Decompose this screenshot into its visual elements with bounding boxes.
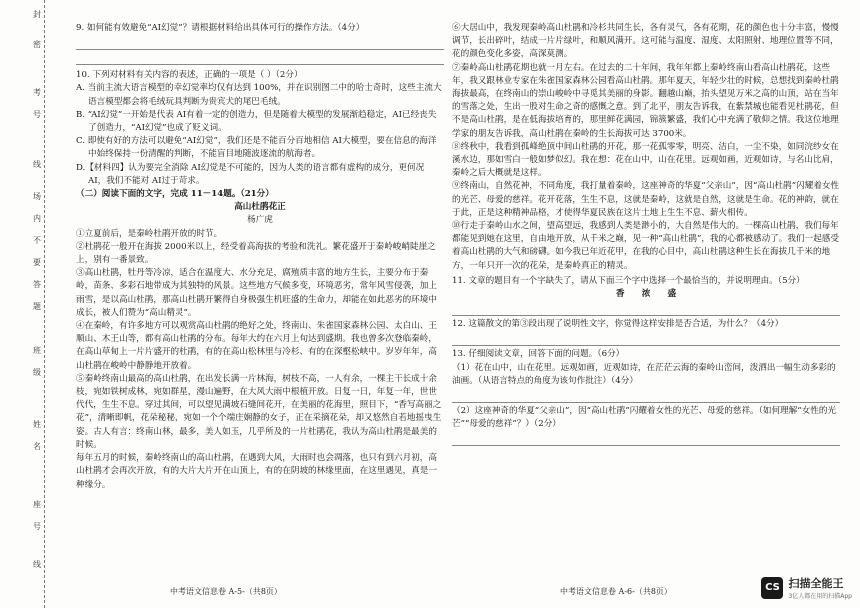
option-c: C. 即使有好的方法可以避免“AI幻觉”，我们还是不能百分百地相信 AI大模型，要在信息的海洋中始终保持一份清醒的判断，不能盲目地随波逐流的航海者。 [76, 136, 437, 160]
scanner-watermark [761, 575, 852, 600]
binding-label: 要 [33, 258, 41, 267]
option-a: A. 当前主流大语言模型的幸幻觉率均仅有达到 100%，并在识别图二中的哈士奇时，这些主流大语言模型都会将毛绒玩具判断为贵宾犬的尾巴毛绒。 [76, 83, 442, 107]
binding-label: 密 [33, 40, 41, 49]
right-page-column [452, 0, 840, 606]
binding-label: 级 [33, 368, 41, 377]
article-paragraph: ⑨终南山，自然花神，不同角度，我打量着秦岭，这座神奇的华夏“父亲山”，因“高山杜鹃”闪耀着女性的光芒、母爱的慈祥。花开花落，生生不息，这就是秦岭，这就是自然，这就是生命。花的神韵，就在于此，正是这种精神品格，才使得华夏民族在这片土地上生生不息、薪火相传。 [452, 181, 840, 218]
article-paragraph: ⑧终秋中，我看到孤峰绝顶中间山杜鹃的开花，那一花孤零零，明亮、洁白，一尘不染，如同浣纱女在溪水边，那如雪白一般如梦似幻。我在想：花在山中，山在花里。远观如画，近观如诗，与名山比肩，秦岭之后大概就是这样。 [452, 141, 839, 179]
article-paragraph: ③高山杜鹃，牡丹等冷凉，适合在温度大、水分充足，腐殖质丰富的地方生长，主要分布于秦岭，苗条、多彩石地带成为其独特的风景。这些地方气候多变，环境恶劣，常年风雪侵袭，加上雨雪，是以高山杜鹃，那高山杜鹃开繁得自身极强生机旺盛的生命力，却能在如此恶劣的环境中成长，被人们赞为“高山精灵”。 [76, 268, 437, 318]
article-paragraph: ④在秦岭，有许多地方可以观赏高山杜鹃的绝好之处，终南山、朱雀国家森林公园、太白山、王顺山、木王山等，都有高山杜鹃的分布。每年大约在六月上旬达到盛期。我也曾多次登临秦岭，在高山草甸上一片片盛开的杜鹃，有的在高山松林里与冷杉、有的在深壑松峡中。岁岁年年，高山杜鹃在峻岭中静静地开放着。 [76, 321, 437, 371]
binding-label: 内 [33, 214, 41, 223]
option-d: D.【材料四】认为要完全消除 AI幻觉是不可能的，因为人类的语言都有虚构的成分，更何况 AI，我们不能对 AI过于苛求。 [76, 162, 425, 186]
binding-dashed-line [44, 0, 45, 608]
binding-label: 线 [33, 160, 41, 169]
option-b: B. “AI幻觉”一开始是代表 AI有着一定的创造力，但是随着大模型的发展渐趋稳定，AI已经丧失了创造力，“AI幻觉”也成了贬义词。 [76, 109, 437, 134]
binding-label: 号 [33, 522, 41, 531]
left-page-column [76, 0, 444, 606]
article-title: 高山杜鹃花正 [234, 202, 286, 213]
article-paragraph: ①立夏前后，是秦岭杜鹃开放的时节。 [76, 228, 223, 239]
binding-label: 题 [33, 302, 41, 311]
binding-label: 场 [33, 192, 41, 201]
article-paragraph: 每年五月的时候，秦岭终南山的高山杜鹃，在遇到大风，大雨时也会凋落，也只有到六月初，高山杜鹃才会再次开放，有的大片大片开在山顶上，有的在阴坡的林缘里面，在这里遇见，真是一种缘分。 [76, 453, 437, 490]
answer-line[interactable] [452, 390, 840, 403]
binding-label: 班 [33, 346, 41, 355]
answer-line[interactable] [452, 333, 840, 346]
question-11: 11. 文章的题目有一个字缺失了，请从下面三个字中选择一个最恰当的，并说明理由。（5分） [452, 275, 805, 286]
watermark-brand: 扫描全能王 [788, 577, 844, 590]
question-10: 10. 下列对材料有关内容的表述，正确的一项是（ ）（2分） [76, 70, 303, 81]
binding-label: 座 [33, 500, 41, 509]
binding-label: 姓 [33, 420, 41, 429]
page-footer-left: 中考语文信息卷 A-5-（共8页） [170, 587, 282, 596]
binding-label: 答 [33, 280, 41, 289]
question-9: 9. 如何能有效避免“AI幻觉”？请根据材料给出具体可行的操作方法。（4分） [76, 23, 365, 33]
binding-margin [0, 0, 74, 608]
answer-line[interactable] [452, 303, 840, 316]
article-paragraph: ⑩行走于秦岭山水之间，望高望远，我感到人类是渺小的，大自然是伟大的。一棵高山杜鹃，我们每年都能见到她在这里，自由地开放，从千米之巅，见一种“高山杜鹃”，我的心都被感动了。我们一起感受着高山杜鹃的大气和磅礴。如今我已年近花甲，在我的心目中，高山杜鹃这种生长在海拔几千米的地方，一年只开一次的花朵，是秦岭真正的精灵。 [452, 221, 839, 271]
binding-label: 考 [33, 88, 41, 97]
camscanner-logo-icon: CS [761, 577, 783, 599]
question-11-choices: 香 浓 盛 [615, 289, 677, 300]
question-12: 12. 这篇散文的第③段出现了说明性文字，你觉得这样安排是否合适，为什么？（4分） [452, 319, 784, 330]
article-paragraph: ②杜鹃花一般开在海拔 2000米以上，经受着高海拔的考验和洗礼。繁花盛开于秦岭峻峭陡崖之上，别有一番景致。 [76, 241, 436, 266]
watermark-tagline: 3亿人都在用的扫描App [788, 593, 852, 600]
question-13: 13. 仔细阅读文章，回答下面的问题。（6分） [452, 349, 625, 360]
binding-label: 号 [33, 110, 41, 119]
section-heading: （二）阅读下面的文字，完成 11－14题。（21分） [76, 189, 274, 200]
binding-label: 名 [33, 442, 41, 451]
article-author: 杨广虎 [247, 215, 273, 226]
question-13-part-1: （1）花在山中，山在花里。远观如画，近观如诗，在茫茫云海的秦岭山峦间，泼洒出一幅生动多彩的油画。（从语言特点的角度为该句作批注）（4分） [452, 362, 836, 386]
page-footer-right: 中考语文信息卷 A-6-（共8页） [560, 587, 672, 596]
article-paragraph: ⑦秦岭高山杜鹃花期也就一月左右。在过去的二十年间，我年年都上秦岭终南山看高山杜鹃花，这些年，我又跟林业专家在朱雀国家森林公园看高山杜鹃。那年夏天，年轻少壮的时候，总想找到秦岭杜鹃海拔最高，在终南山的崇山峻岭中寻觅其美丽的身影。翻越山巅，抬头望见万米之高的山顶，站在当年的雪落之处，生出一股对生命之奇的感慨之意。到了北平，朋友告诉我，在紫禁城也能看见杜鹃花，但不是高山杜鹃，是在低海拔培育的，那里鲜花满园，锦簇繁盛，我们心中充满了敬仰之情。我这位地理学家的朋友告诉我，高山杜鹃在秦岭的生长海拔可达 3700米。 [452, 62, 839, 139]
binding-label: 线 [33, 560, 41, 569]
article-paragraph: ⑤秦岭终南山最高的高山杜鹃，在出发长满一片林海，树枝不高，一人有余，一棵主干长成十余枝，宛如铁树成林，宛如群星，漫山遍野，在大风大雨中根植开放。日复一日，年复一年，世世代代，生生不息。穿过其间，可以望见满坡石缝间花开，在美丽的花海里，照目下，“香写高丽之花”，清晰即帆，花朵秘秘，宛如一个个端庄娴静的女子，正在采摘花朵，却又悠然自若地摇曳生姿。古人有言：终南山林，最多，美人如玉，几乎所及的一片杜鹃花，我认为高山杜鹃是最美的时候。 [76, 373, 442, 450]
binding-label: 封 [33, 10, 41, 19]
binding-label: 不 [33, 236, 41, 245]
answer-line[interactable] [76, 37, 444, 50]
question-13-part-2: （2）这座神奇的华夏“父亲山”，因“高山杜鹃”闪耀着女性的光芒、母爱的慈祥。（如何理解“女性的光芒”“母爱的慈祥”？）（2分） [452, 406, 837, 430]
article-paragraph: ⑥大居山中，我发现秦岭高山杜鹃和冷杉共同生长，各有灵气，各有花期，花的颜色也十分丰富，慢慢调节，长出碎叶，结成一片片绿叶，和顺风满开。这可能与温度、湿度、太阳照射、地理位置等不同，花的颜色变化多姿，高深莫测。 [452, 23, 839, 60]
answer-line[interactable] [76, 52, 444, 65]
answer-line[interactable] [452, 433, 840, 446]
